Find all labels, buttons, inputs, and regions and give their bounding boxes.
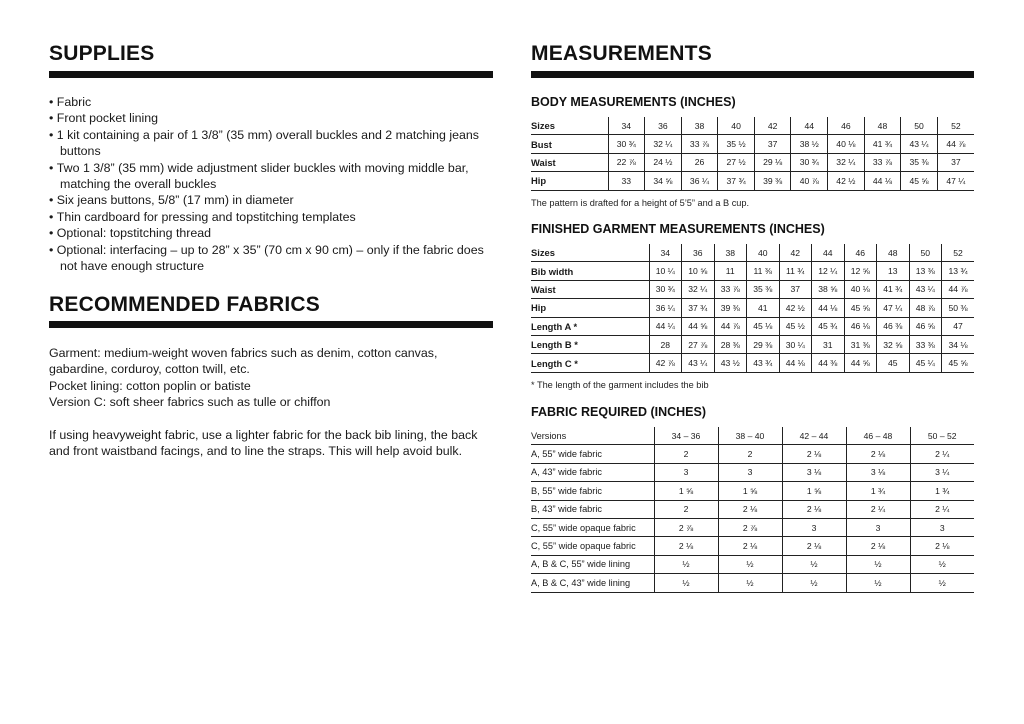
table-cell: 30 ¼ [779, 335, 812, 353]
row-label: B, 43” wide fabric [531, 500, 654, 518]
table-cell: 2 ⅞ [654, 518, 718, 536]
table-cell: 43 ¼ [909, 280, 942, 298]
table-cell: 10 ⅝ [682, 262, 715, 280]
table-cell: 48 ⅞ [909, 299, 942, 317]
table-cell: 30 ¾ [649, 280, 682, 298]
table-cell: 39 ⅜ [754, 172, 791, 190]
table-cell: 37 ¾ [718, 172, 755, 190]
table-header-cell: 42 [779, 244, 812, 262]
table-row [531, 463, 974, 481]
table-cell: 36 ¼ [649, 299, 682, 317]
table-cell: 3 [782, 518, 846, 536]
table-cell: 2 ⅛ [782, 500, 846, 518]
table-cell: ½ [846, 555, 910, 573]
table-row [531, 518, 974, 536]
table-header-cell: Sizes [531, 244, 649, 262]
table-cell: 37 [754, 135, 791, 153]
table-cell: 26 [681, 153, 718, 171]
table-row [531, 262, 974, 280]
table-cell: 11 ¾ [779, 262, 812, 280]
table-cell: 2 ¼ [846, 500, 910, 518]
table-header-cell: 38 [714, 244, 747, 262]
table-cell: ½ [718, 574, 782, 592]
body-measurements-table [531, 117, 974, 191]
table-header-cell: 48 [864, 117, 901, 135]
table-cell: ½ [718, 555, 782, 573]
table-cell: 37 [937, 153, 974, 171]
row-label: C, 55” wide opaque fabric [531, 537, 654, 555]
supplies-list [49, 94, 493, 274]
table-row [531, 445, 974, 463]
table-cell: 45 ⅝ [942, 354, 975, 372]
table-header-cell: 40 [747, 244, 780, 262]
table-header-cell: 34 [649, 244, 682, 262]
fabric-required-table [531, 427, 974, 593]
table-cell: 33 ⅞ [681, 135, 718, 153]
table-cell: 46 ⅜ [877, 317, 910, 335]
table-cell: 45 ⅝ [844, 299, 877, 317]
table-cell: 1 ⅝ [782, 482, 846, 500]
table-cell: 35 ½ [718, 135, 755, 153]
finished-measurements-table [531, 244, 974, 373]
table-header-cell: 44 [791, 117, 828, 135]
table-header-cell: 42 – 44 [782, 427, 846, 445]
table-cell: 1 ⅝ [718, 482, 782, 500]
table-cell: 45 ⅝ [901, 172, 938, 190]
table-header-row [531, 244, 974, 262]
table-header-row [531, 427, 974, 445]
table-cell: 33 ⅞ [714, 280, 747, 298]
table-cell: 3 ⅛ [846, 463, 910, 481]
table-cell: 45 ½ [779, 317, 812, 335]
table-cell: 33 ⅜ [909, 335, 942, 353]
fabric-required-title: FABRIC REQUIRED (INCHES) [531, 405, 707, 419]
table-cell: 2 ¼ [910, 445, 974, 463]
table-cell: 41 ¾ [864, 135, 901, 153]
fabric-note: If using heavyweight fabric, use a lighter fabric for the back bib lining, the back and front waistband facings, and to line the straps. This will help avoid bulk. [49, 428, 478, 459]
row-label: Length C * [531, 354, 649, 372]
row-label: C, 55” wide opaque fabric [531, 518, 654, 536]
table-cell: 42 ½ [828, 172, 865, 190]
table-cell: 12 ¼ [812, 262, 845, 280]
list-item: • Fabric [49, 94, 493, 110]
table-cell: 42 ½ [779, 299, 812, 317]
table-cell: ½ [846, 574, 910, 592]
row-label: A, B & C, 55” wide lining [531, 555, 654, 573]
table-header-cell: Versions [531, 427, 654, 445]
table-cell: 11 ⅜ [747, 262, 780, 280]
table-cell: 2 ⅛ [654, 537, 718, 555]
table-header-cell: 50 [901, 117, 938, 135]
table-header-cell: 52 [937, 117, 974, 135]
table-cell: 27 ⅞ [682, 335, 715, 353]
table-cell: 44 ⅞ [714, 317, 747, 335]
row-label: Length A * [531, 317, 649, 335]
table-cell: 3 [846, 518, 910, 536]
table-cell: 28 ⅜ [714, 335, 747, 353]
table-cell: 32 ¼ [645, 135, 682, 153]
table-cell: 43 ½ [714, 354, 747, 372]
table-cell: ½ [910, 555, 974, 573]
table-row [531, 299, 974, 317]
table-cell: 2 ⅛ [846, 445, 910, 463]
table-cell: 32 ¼ [828, 153, 865, 171]
table-cell: 44 ⅜ [812, 354, 845, 372]
table-header-cell: 46 [844, 244, 877, 262]
table-header-cell: 38 [681, 117, 718, 135]
table-cell: 1 ⅝ [654, 482, 718, 500]
table-cell: 10 ¼ [649, 262, 682, 280]
table-header-cell: 48 [877, 244, 910, 262]
table-cell: 2 ⅛ [718, 500, 782, 518]
table-header-cell: 34 – 36 [654, 427, 718, 445]
table-row [531, 172, 974, 190]
table-header-cell: 46 – 48 [846, 427, 910, 445]
heading-rule [49, 321, 493, 328]
table-cell: 30 ¾ [608, 135, 645, 153]
row-label: Length B * [531, 335, 649, 353]
row-label: Bust [531, 135, 608, 153]
list-item: • Front pocket lining [49, 110, 493, 126]
table-cell: 45 [877, 354, 910, 372]
table-header-cell: 36 [645, 117, 682, 135]
list-item: • Six jeans buttons, 5/8” (17 mm) in diameter [49, 192, 493, 208]
table-cell: 46 ⅛ [844, 317, 877, 335]
table-header-cell: 52 [942, 244, 975, 262]
finished-note: * The length of the garment includes the bib [531, 380, 709, 390]
table-cell: 47 ¼ [937, 172, 974, 190]
table-cell: 44 ⅞ [942, 280, 975, 298]
list-item: • Optional: interfacing – up to 28” x 35” (70 cm x 90 cm) – only if the fabric does not have enough structure [49, 242, 493, 275]
table-header-cell: 38 – 40 [718, 427, 782, 445]
table-header-cell: 44 [812, 244, 845, 262]
table-cell: 2 ⅛ [718, 537, 782, 555]
table-cell: 32 ¼ [682, 280, 715, 298]
table-cell: 2 ⅞ [718, 518, 782, 536]
list-item: • 1 kit containing a pair of 1 3/8” (35 mm) overall buckles and 2 matching jeans buttons [49, 127, 493, 160]
fabric-pocket-text: Pocket lining: cotton poplin or batiste [49, 379, 251, 393]
table-cell: 43 ¼ [682, 354, 715, 372]
row-label: Waist [531, 280, 649, 298]
body-measurements-title: BODY MEASUREMENTS (INCHES) [531, 95, 736, 109]
table-cell: 3 ⅛ [782, 463, 846, 481]
table-header-cell: 36 [682, 244, 715, 262]
table-cell: ½ [910, 574, 974, 592]
table-row [531, 574, 974, 592]
table-cell: 38 ⅝ [812, 280, 845, 298]
heading-rule [49, 71, 493, 78]
table-cell: 1 ¾ [846, 482, 910, 500]
table-cell: 38 ½ [791, 135, 828, 153]
table-cell: 2 [654, 445, 718, 463]
list-item: • Two 1 3/8” (35 mm) wide adjustment slider buckles with moving middle bar, matching the overall buckles [49, 160, 493, 193]
table-cell: 43 ¾ [747, 354, 780, 372]
finished-measurements-title: FINISHED GARMENT MEASUREMENTS (INCHES) [531, 222, 825, 236]
table-cell: ½ [654, 574, 718, 592]
table-cell: 3 [718, 463, 782, 481]
list-item: • Optional: topstitching thread [49, 225, 493, 241]
table-header-cell: 42 [754, 117, 791, 135]
table-cell: 34 ⅝ [645, 172, 682, 190]
table-cell: 22 ⅞ [608, 153, 645, 171]
table-cell: 1 ¾ [910, 482, 974, 500]
row-label: Waist [531, 153, 608, 171]
table-cell: 13 ⅜ [909, 262, 942, 280]
measurements-heading: MEASUREMENTS [531, 42, 712, 65]
supplies-heading: SUPPLIES [49, 42, 155, 65]
table-cell: 2 ⅛ [910, 537, 974, 555]
table-cell: 28 [649, 335, 682, 353]
table-cell: 44 ⅛ [864, 172, 901, 190]
list-item: • Thin cardboard for pressing and topstitching templates [49, 209, 493, 225]
table-cell: 31 [812, 335, 845, 353]
table-cell: 34 ⅛ [942, 335, 975, 353]
table-cell: 33 ⅞ [864, 153, 901, 171]
table-row [531, 335, 974, 353]
table-cell: 3 [910, 518, 974, 536]
table-cell: ½ [782, 555, 846, 573]
table-cell: 44 ¼ [649, 317, 682, 335]
table-cell: 37 ¾ [682, 299, 715, 317]
table-cell: 45 ¾ [812, 317, 845, 335]
row-label: Hip [531, 299, 649, 317]
table-cell: 33 [608, 172, 645, 190]
table-cell: 43 ¼ [901, 135, 938, 153]
table-cell: 2 ¼ [910, 500, 974, 518]
table-cell: 3 ¼ [910, 463, 974, 481]
table-cell: 40 ⅛ [844, 280, 877, 298]
table-cell: 30 ¾ [791, 153, 828, 171]
table-cell: 31 ⅜ [844, 335, 877, 353]
table-cell: 44 ⅝ [844, 354, 877, 372]
table-cell: 47 ¼ [877, 299, 910, 317]
table-cell: 13 ¾ [942, 262, 975, 280]
table-header-cell: 46 [828, 117, 865, 135]
table-cell: 13 [877, 262, 910, 280]
table-cell: 50 ⅜ [942, 299, 975, 317]
table-row [531, 482, 974, 500]
table-cell: 39 ⅜ [714, 299, 747, 317]
row-label: B, 55” wide fabric [531, 482, 654, 500]
table-row [531, 153, 974, 171]
row-label: A, 55” wide fabric [531, 445, 654, 463]
table-cell: 40 ⅞ [791, 172, 828, 190]
table-header-cell: 50 – 52 [910, 427, 974, 445]
table-cell: 37 [779, 280, 812, 298]
table-cell: 47 [942, 317, 975, 335]
row-label: Hip [531, 172, 608, 190]
table-cell: 44 ⅞ [937, 135, 974, 153]
table-cell: 12 ⅝ [844, 262, 877, 280]
table-header-cell: 40 [718, 117, 755, 135]
table-cell: 2 ⅛ [782, 537, 846, 555]
table-header-row [531, 117, 974, 135]
table-row [531, 537, 974, 555]
table-row [531, 354, 974, 372]
table-cell: 46 ⅝ [909, 317, 942, 335]
table-row [531, 555, 974, 573]
fabric-garment-text: Garment: medium-weight woven fabrics such as denim, cotton canvas, gabardine, corduroy, cotton twill, etc. [49, 346, 438, 377]
table-row [531, 135, 974, 153]
table-cell: 35 ⅜ [901, 153, 938, 171]
body-note: The pattern is drafted for a height of 5’5” and a B cup. [531, 198, 750, 208]
table-header-cell: Sizes [531, 117, 608, 135]
row-label: Bib width [531, 262, 649, 280]
table-cell: 2 [654, 500, 718, 518]
table-row [531, 317, 974, 335]
table-cell: 3 [654, 463, 718, 481]
table-cell: 2 ⅛ [782, 445, 846, 463]
table-cell: 45 ⅛ [747, 317, 780, 335]
table-cell: 29 ⅜ [747, 335, 780, 353]
table-cell: ½ [654, 555, 718, 573]
table-cell: 44 ⅛ [779, 354, 812, 372]
table-header-cell: 34 [608, 117, 645, 135]
table-cell: ½ [782, 574, 846, 592]
table-cell: 40 ⅛ [828, 135, 865, 153]
row-label: A, 43” wide fabric [531, 463, 654, 481]
table-cell: 44 ⅝ [682, 317, 715, 335]
fabrics-heading: RECOMMENDED FABRICS [49, 293, 320, 316]
table-cell: 45 ¼ [909, 354, 942, 372]
row-label: A, B & C, 43” wide lining [531, 574, 654, 592]
table-cell: 2 ⅛ [846, 537, 910, 555]
table-cell: 27 ½ [718, 153, 755, 171]
table-cell: 44 ⅛ [812, 299, 845, 317]
table-cell: 41 [747, 299, 780, 317]
table-cell: 42 ⅞ [649, 354, 682, 372]
heading-rule [531, 71, 974, 78]
table-cell: 35 ⅜ [747, 280, 780, 298]
table-cell: 32 ⅝ [877, 335, 910, 353]
table-cell: 11 [714, 262, 747, 280]
table-cell: 29 ⅛ [754, 153, 791, 171]
fabric-version-c-text: Version C: soft sheer fabrics such as tulle or chiffon [49, 395, 331, 409]
table-row [531, 280, 974, 298]
table-header-cell: 50 [909, 244, 942, 262]
table-cell: 24 ½ [645, 153, 682, 171]
table-row [531, 500, 974, 518]
table-cell: 36 ¼ [681, 172, 718, 190]
table-cell: 41 ¾ [877, 280, 910, 298]
table-cell: 2 [718, 445, 782, 463]
